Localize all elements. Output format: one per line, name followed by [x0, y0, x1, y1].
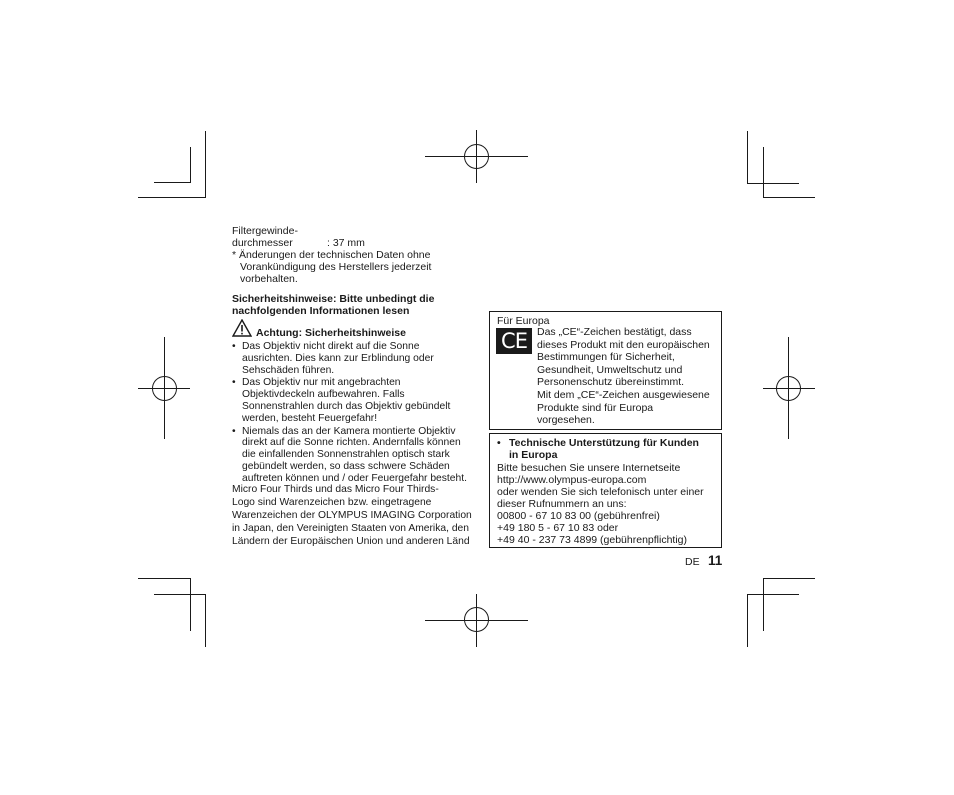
registration-target-icon [464, 144, 489, 169]
trademark-paragraph: Micro Four Thirds und das Micro Four Thirds- Logo sind Warenzeichen bzw. eingetragene Warenzeichen der OLYMPUS IMAGING Corporation in Japan, den Vereinigten Staaten von Amerika, den Ländern der Europäischen Union und anderen Länd [232, 484, 472, 547]
spec-note: vorbehalten. [240, 273, 298, 285]
page-number: 11 [708, 553, 723, 568]
phone-number: 00800 - 67 10 83 00 (gebührenfrei) [497, 510, 660, 522]
warning-triangle-icon [232, 319, 252, 337]
language-code: DE [685, 556, 700, 568]
phone-number: +49 40 - 237 73 4899 (gebührenpflichtig) [497, 534, 688, 546]
list-item: • Niemals das an der Kamera montierte Objektiv direkt auf die Sonne richten. Andernfalls können die einfallenden Sonnenstrahlen optisch stark gebündelt werden, so dass schwere Schäden auftreten können und / oder Feuergefahr besteht. [232, 426, 482, 485]
phone-number: +49 180 5 - 67 10 83 oder [497, 522, 619, 534]
support-box-title: • Technische Unterstützung für Kunden in Europa [497, 437, 699, 461]
support-box-text: Bitte besuchen Sie unsere Internetseite http://www.olympus-europa.com oder wenden Sie sich telefonisch unter einer dieser Rufnummern an uns: 00800 - 67 10 83 00 (gebührenfrei) +49 180 5 - 67 10 83 oder +49 40 - 237 73 4899 (gebührenpflichtig) [497, 462, 704, 546]
safety-heading: Sicherheitshinweise: Bitte unbedingt die [232, 293, 435, 305]
bullet-icon: • [497, 437, 501, 449]
list-item: • Das Objektiv nur mit angebrachten Objektivdeckeln aufbewahren. Falls Sonnenstrahlen durch das Objektiv gebündelt werden, besteht Feuergefahr! [232, 377, 482, 424]
spec-label: Filtergewinde- [232, 225, 298, 237]
spec-value: : 37 mm [327, 237, 365, 249]
registration-target-icon [464, 607, 489, 632]
support-info-box [489, 433, 722, 548]
ce-box-title: Für Europa [497, 315, 550, 327]
list-item: • Das Objektiv nicht direkt auf die Sonne ausrichten. Dies kann zur Erblindung oder Sehschäden führen. [232, 341, 482, 376]
registration-target-icon [152, 376, 177, 401]
safety-bullet-list [232, 341, 482, 485]
ce-logo-icon: CE [496, 328, 532, 354]
spec-label: durchmesser [232, 237, 293, 249]
ce-box-text: Das „CE“-Zeichen bestätigt, dass dieses Produkt mit den europäischen Bestimmungen für Sicherheit, Gesundheit, Umweltschutz und Personenschutz übereinstimmt. Mit dem „CE“-Zeichen ausgewiesene Produkte sind für Europa vorgesehen. [537, 326, 710, 427]
spec-note: Vorankündigung des Herstellers jederzeit [240, 261, 432, 273]
ce-info-box [489, 311, 722, 430]
spec-note: * Änderungen der technischen Daten ohne [232, 249, 431, 261]
support-website-link[interactable]: http://www.olympus-europa.com [497, 474, 647, 486]
safety-heading: nachfolgenden Informationen lesen [232, 305, 410, 317]
caution-title: Achtung: Sicherheitshinweise [256, 327, 406, 339]
registration-target-icon [776, 376, 801, 401]
